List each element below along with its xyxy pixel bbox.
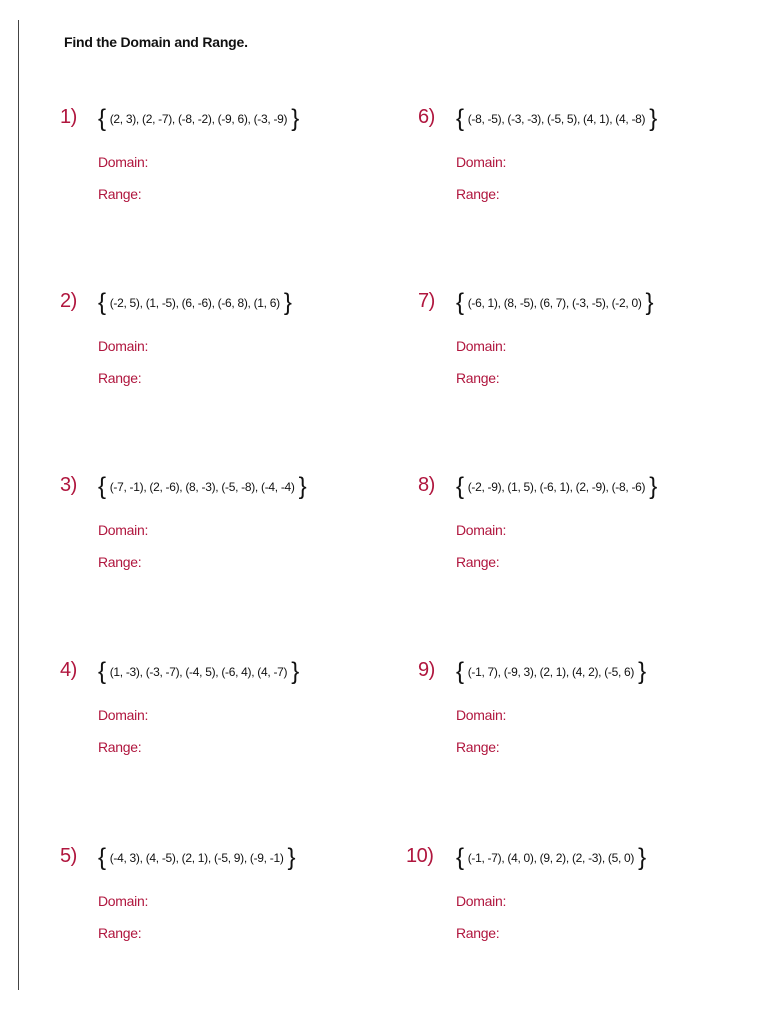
ordered-pairs: (-8, -5), (-3, -3), (-5, 5), (4, 1), (4, -8) bbox=[467, 112, 646, 126]
brace-close: } bbox=[283, 289, 292, 316]
problem-number: 10) bbox=[406, 845, 434, 867]
domain-label: Domain: bbox=[456, 893, 507, 909]
problem-number: 4) bbox=[60, 659, 77, 681]
range-label: Range: bbox=[98, 554, 142, 570]
brace-open: { bbox=[98, 844, 106, 871]
brace-close: } bbox=[291, 658, 299, 685]
problem-8 bbox=[418, 472, 738, 570]
relation-set bbox=[456, 843, 646, 873]
range-label: Range: bbox=[98, 925, 142, 941]
problem-2 bbox=[60, 288, 380, 386]
brace-close: } bbox=[638, 658, 646, 685]
ordered-pairs: (-1, 7), (-9, 3), (2, 1), (4, 2), (-5, 6) bbox=[467, 665, 635, 679]
worksheet-title: Find the Domain and Range. bbox=[64, 34, 248, 50]
range-label: Range: bbox=[456, 186, 500, 202]
brace-close: } bbox=[649, 473, 657, 500]
page-margin-line bbox=[18, 20, 19, 990]
brace-open: { bbox=[98, 473, 106, 500]
problem-number: 7) bbox=[418, 290, 435, 312]
ordered-pairs: (-4, 3), (4, -5), (2, 1), (-5, 9), (-9, -1) bbox=[109, 851, 284, 865]
relation-set bbox=[98, 657, 299, 687]
brace-close: } bbox=[638, 844, 646, 871]
brace-close: } bbox=[649, 105, 657, 132]
relation-set bbox=[98, 843, 295, 873]
brace-open: { bbox=[456, 105, 464, 132]
problem-number: 8) bbox=[418, 474, 435, 496]
domain-label: Domain: bbox=[98, 338, 149, 354]
relation-set bbox=[98, 288, 292, 318]
ordered-pairs: (-6, 1), (8, -5), (6, 7), (-3, -5), (-2, 0) bbox=[467, 296, 642, 310]
relation-set bbox=[456, 104, 657, 134]
brace-open: { bbox=[456, 289, 464, 316]
problem-number: 9) bbox=[418, 659, 435, 681]
brace-open: { bbox=[456, 844, 464, 871]
brace-open: { bbox=[456, 473, 464, 500]
problem-number: 2) bbox=[60, 290, 77, 312]
problem-4 bbox=[60, 657, 380, 755]
domain-label: Domain: bbox=[456, 522, 507, 538]
brace-close: } bbox=[287, 844, 296, 871]
problem-7 bbox=[418, 288, 738, 386]
brace-close: } bbox=[298, 473, 307, 500]
problem-1 bbox=[60, 104, 380, 202]
problem-3 bbox=[60, 472, 380, 570]
brace-open: { bbox=[98, 289, 106, 316]
range-label: Range: bbox=[98, 370, 142, 386]
ordered-pairs: (-1, -7), (4, 0), (9, 2), (2, -3), (5, 0) bbox=[467, 851, 635, 865]
range-label: Range: bbox=[98, 739, 142, 755]
relation-set bbox=[98, 104, 299, 134]
brace-close: } bbox=[291, 105, 299, 132]
ordered-pairs: (1, -3), (-3, -7), (-4, 5), (-6, 4), (4, -7) bbox=[109, 665, 288, 679]
problem-number: 6) bbox=[418, 106, 435, 128]
relation-set bbox=[456, 472, 657, 502]
ordered-pairs: (-7, -1), (2, -6), (8, -3), (-5, -8), (-4, -4) bbox=[109, 480, 295, 494]
domain-label: Domain: bbox=[456, 154, 507, 170]
domain-label: Domain: bbox=[98, 707, 149, 723]
problem-number: 3) bbox=[60, 474, 77, 496]
brace-open: { bbox=[98, 105, 106, 132]
range-label: Range: bbox=[456, 370, 500, 386]
problem-5 bbox=[60, 843, 380, 941]
range-label: Range: bbox=[98, 186, 142, 202]
brace-open: { bbox=[98, 658, 106, 685]
relation-set bbox=[456, 657, 646, 687]
brace-close: } bbox=[645, 289, 654, 316]
range-label: Range: bbox=[456, 554, 500, 570]
problem-10 bbox=[406, 843, 738, 941]
domain-label: Domain: bbox=[456, 338, 507, 354]
domain-label: Domain: bbox=[98, 154, 149, 170]
domain-label: Domain: bbox=[456, 707, 507, 723]
problem-6 bbox=[418, 104, 738, 202]
problem-9 bbox=[418, 657, 738, 755]
ordered-pairs: (2, 3), (2, -7), (-8, -2), (-9, 6), (-3, -9) bbox=[109, 112, 288, 126]
problem-number: 5) bbox=[60, 845, 77, 867]
domain-label: Domain: bbox=[98, 522, 149, 538]
problem-number: 1) bbox=[60, 106, 77, 128]
domain-label: Domain: bbox=[98, 893, 149, 909]
range-label: Range: bbox=[456, 739, 500, 755]
brace-open: { bbox=[456, 658, 464, 685]
range-label: Range: bbox=[456, 925, 500, 941]
relation-set bbox=[456, 288, 653, 318]
relation-set bbox=[98, 472, 306, 502]
ordered-pairs: (-2, -9), (1, 5), (-6, 1), (2, -9), (-8, -6) bbox=[467, 480, 646, 494]
ordered-pairs: (-2, 5), (1, -5), (6, -6), (-6, 8), (1, 6) bbox=[109, 296, 280, 310]
